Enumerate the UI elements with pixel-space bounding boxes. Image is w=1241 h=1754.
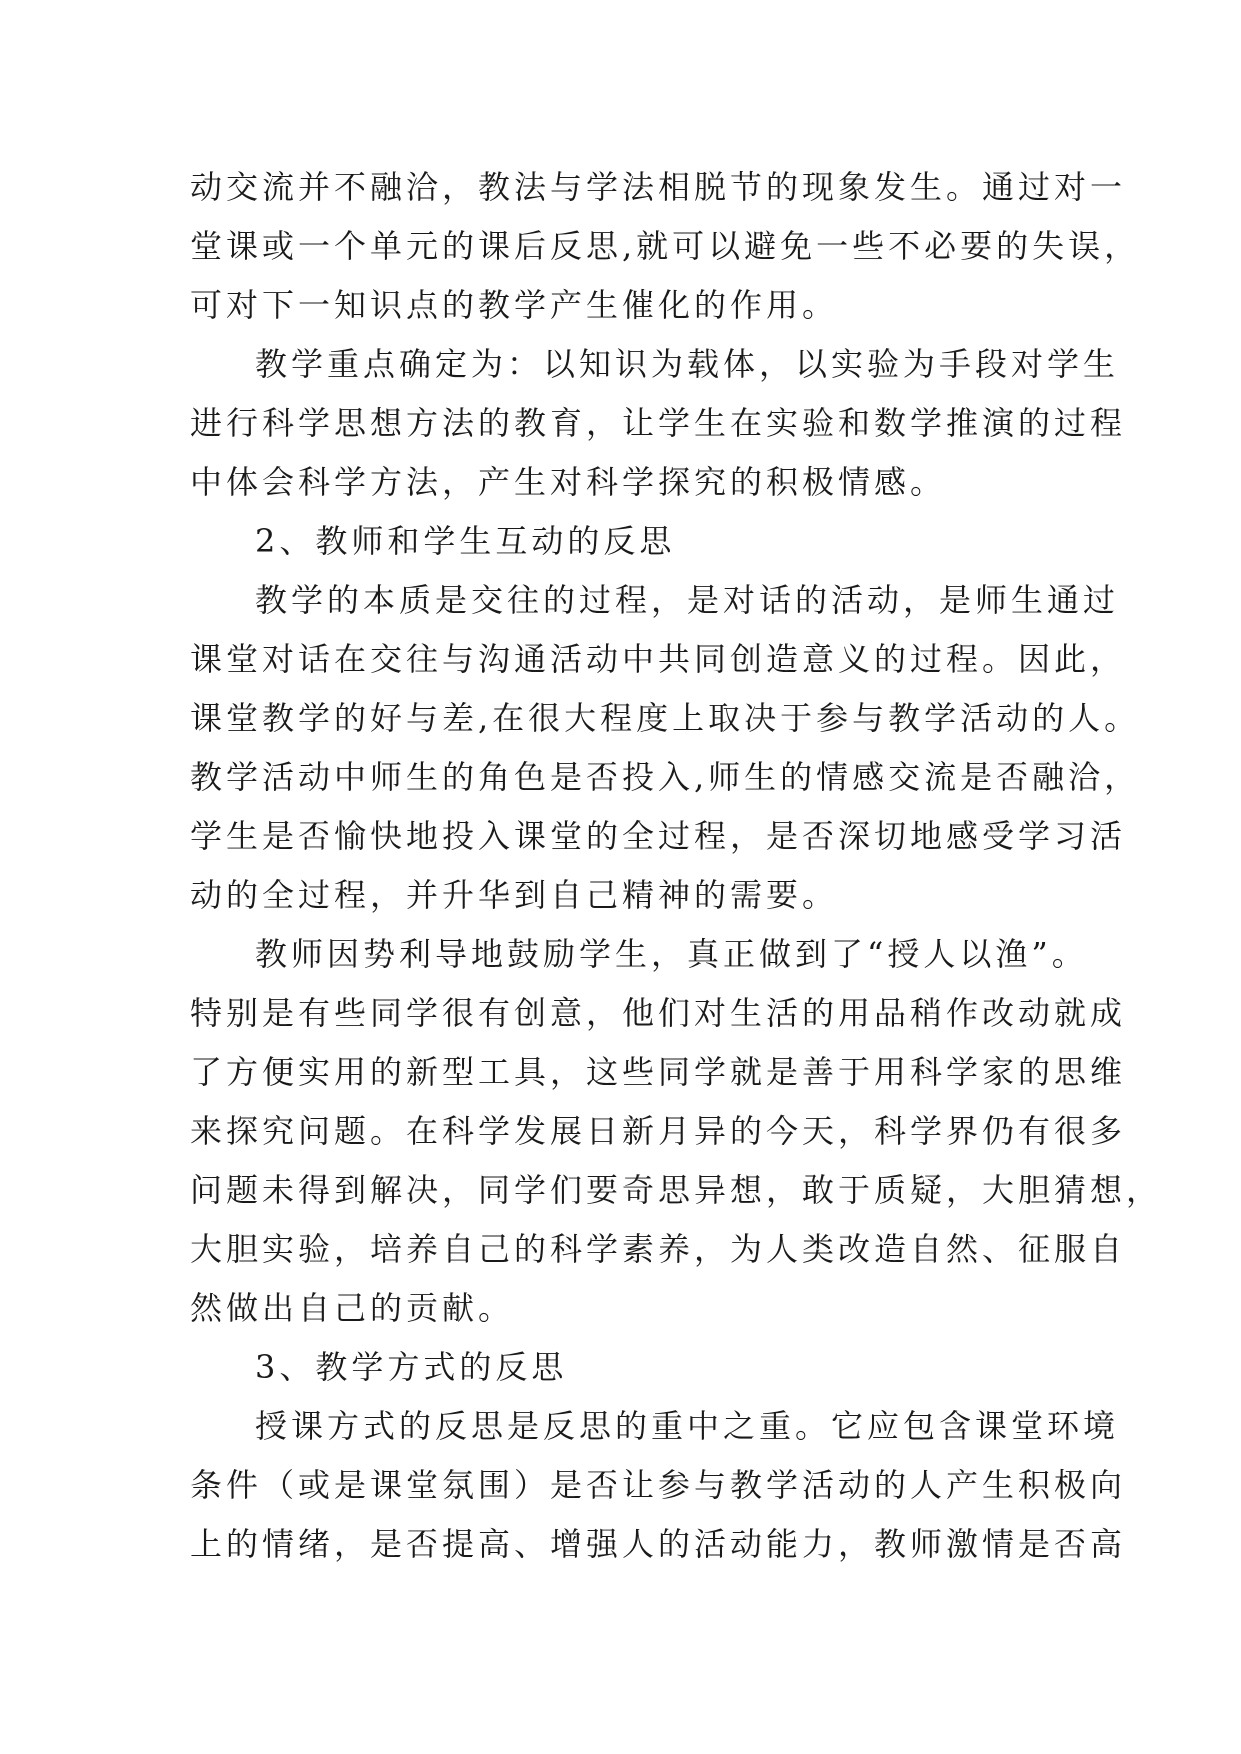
section-heading: 3、教学方式的反思: [255, 1348, 568, 1386]
text-line: 进行科学思想方法的教育，让学生在实验和数学推演的过程: [190, 404, 1127, 442]
text-line: 教学活动中师生的角色是否投入,师生的情感交流是否融洽，: [190, 758, 1141, 796]
text-line: 条件（或是课堂氛围）是否让参与教学活动的人产生积极向: [190, 1466, 1127, 1504]
document-body: [190, 158, 1163, 1574]
paragraph-start-line: 教学重点确定为：以知识为载体，以实验为手段对学生: [255, 345, 1120, 383]
text-line: 大胆实验，培养自己的科学素养，为人类改造自然、征服自: [190, 1230, 1127, 1268]
text-line: 了方便实用的新型工具，这些同学就是善于用科学家的思维: [190, 1053, 1127, 1091]
paragraph-start-line: 授课方式的反思是反思的重中之重。它应包含课堂环境: [255, 1407, 1120, 1445]
text-line: 可对下一知识点的教学产生催化的作用。: [190, 286, 839, 324]
paragraph-start-line: 教师因势利导地鼓励学生，真正做到了“授人以渔”。: [255, 935, 1088, 973]
paragraph-start-line: 教学的本质是交往的过程，是对话的活动，是师生通过: [255, 581, 1120, 619]
text-line: 动的全过程，并升华到自己精神的需要。: [190, 876, 839, 914]
text-line: 堂课或一个单元的课后反思,就可以避免一些不必要的失误，: [190, 227, 1141, 265]
text-line: 问题未得到解决，同学们要奇思异想，敢于质疑，大胆猜想，: [190, 1171, 1163, 1209]
text-line: 然做出自己的贡献。: [190, 1289, 515, 1327]
text-line: 中体会科学方法，产生对科学探究的积极情感。: [190, 463, 947, 501]
text-line: 课堂对话在交往与沟通活动中共同创造意义的过程。因此，: [190, 640, 1127, 678]
section-heading: 2、教师和学生互动的反思: [255, 522, 676, 560]
text-line: 上的情绪，是否提高、增强人的活动能力，教师激情是否高: [190, 1525, 1127, 1563]
text-line: 来探究问题。在科学发展日新月异的今天，科学界仍有很多: [190, 1112, 1127, 1150]
text-line: 课堂教学的好与差,在很大程度上取决于参与教学活动的人。: [190, 699, 1141, 737]
text-line: 学生是否愉快地投入课堂的全过程，是否深切地感受学习活: [190, 817, 1127, 855]
text-line: 动交流并不融洽，教法与学法相脱节的现象发生。通过对一: [190, 168, 1127, 206]
text-line: 特别是有些同学很有创意，他们对生活的用品稍作改动就成: [190, 994, 1127, 1032]
